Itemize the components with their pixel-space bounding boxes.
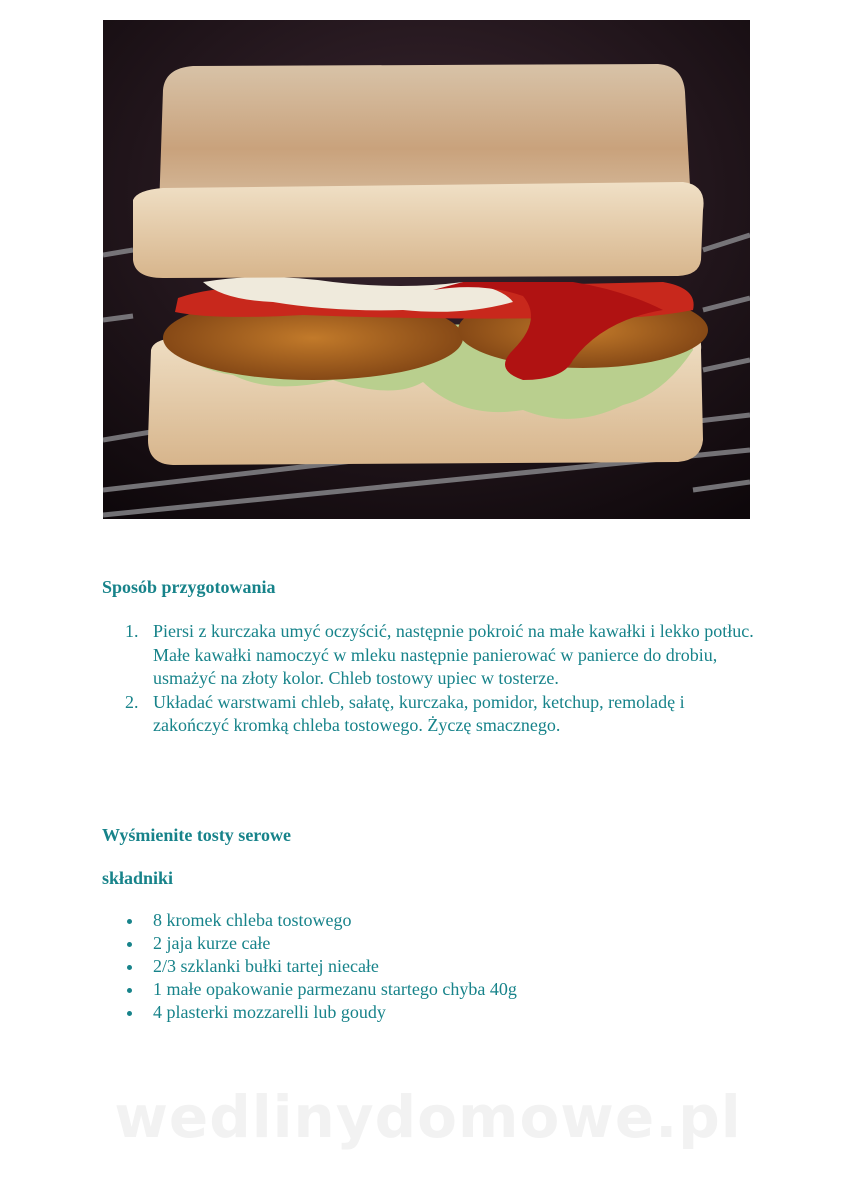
preparation-heading: Sposób przygotowania (102, 577, 276, 597)
ingredient-text: 4 plasterki mozzarelli lub goudy (153, 1002, 386, 1022)
ingredient-item (125, 955, 517, 978)
ingredient-item (125, 932, 517, 955)
bullet-icon (127, 919, 132, 924)
ingredients-list (125, 909, 517, 1024)
bullet-icon (127, 965, 132, 970)
ingredient-item (125, 909, 517, 932)
bullet-icon (127, 942, 132, 947)
ingredient-item (125, 978, 517, 1001)
ingredients-heading: składniki (102, 868, 174, 888)
ingredient-text: 1 małe opakowanie parmezanu startego chyba 40g (153, 979, 517, 999)
step-text: Układać warstwami chleb, sałatę, kurczaka, pomidor, ketchup, remoladę i zakończyć kromką chleba tostowego. Życzę smacznego. (153, 691, 685, 735)
ingredient-item (125, 1001, 517, 1024)
sandwich-illustration (103, 20, 750, 519)
bullet-icon (127, 988, 132, 993)
recipe-title: Wyśmienite tosty serowe (102, 825, 291, 845)
ingredient-text: 2/3 szklanki bułki tartej niecałe (153, 956, 379, 976)
preparation-step (125, 691, 755, 738)
preparation-step (125, 620, 755, 691)
step-number: 1. (125, 621, 139, 641)
sandwich-photo (103, 20, 750, 519)
preparation-steps-list (125, 620, 755, 738)
ingredient-text: 2 jaja kurze całe (153, 933, 271, 953)
ingredient-text: 8 kromek chleba tostowego (153, 910, 352, 930)
step-number: 2. (125, 691, 139, 712)
bullet-icon (127, 1011, 132, 1016)
step-text: Piersi z kurczaka umyć oczyścić, następnie pokroić na małe kawałki i lekko potłuc. Małe kawałki namoczyć w mleku następnie panierować w panierce do drobiu, usmażyć na złoty kolor. Chleb tostowy upiec w tosterze. (153, 621, 754, 688)
site-watermark: wedlinydomowe.pl (114, 1083, 742, 1151)
